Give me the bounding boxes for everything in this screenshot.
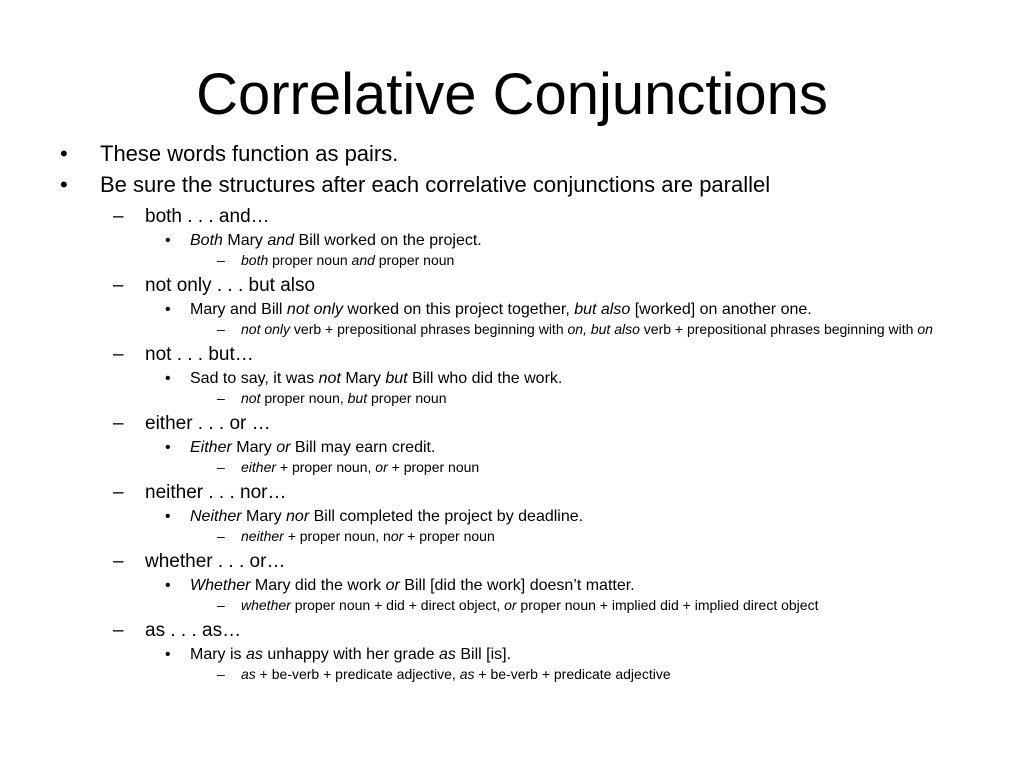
intro-text: These words function as pairs. xyxy=(100,141,399,166)
text-segment: Bill who did the work. xyxy=(407,370,563,387)
bullet-marker: – xyxy=(113,620,124,641)
bullet-marker: – xyxy=(217,390,225,406)
text-segment: Bill worked on the project. xyxy=(294,232,482,249)
conjunction-word: Neither xyxy=(190,508,242,525)
pair-heading xyxy=(0,203,1024,230)
conjunction-word: not xyxy=(318,370,341,387)
example-sentence xyxy=(0,506,1024,528)
bullet-marker: • xyxy=(60,141,68,166)
pair-heading xyxy=(0,341,1024,368)
bullet-marker: • xyxy=(165,508,171,525)
conjunction-word: as xyxy=(439,646,456,663)
conjunction-word: but xyxy=(347,390,368,406)
example-sentence xyxy=(0,644,1024,666)
bullet-marker: – xyxy=(217,321,225,337)
conjunction-word: and xyxy=(267,232,295,249)
structure-pattern xyxy=(0,597,961,614)
bullet-marker: – xyxy=(113,482,124,503)
structure-pattern xyxy=(0,321,961,338)
intro-text: Be sure the structures after each correlative conjunctions are parallel xyxy=(100,172,771,197)
pair-heading-text: both . . . and… xyxy=(145,206,270,227)
text-segment: + proper noun, n xyxy=(283,528,391,544)
text-segment: + proper noun xyxy=(403,528,495,544)
bullet-marker: • xyxy=(165,370,171,387)
pair-heading xyxy=(0,272,1024,299)
text-segment: proper noun + implied did + implied direct object xyxy=(516,597,819,613)
conjunction-word: Both xyxy=(190,232,223,249)
bullet-marker: • xyxy=(165,301,171,318)
text-segment: Bill [did the work] doesn’t matter. xyxy=(399,577,635,594)
intro-bullet xyxy=(0,138,1024,169)
text-segment: + proper noun xyxy=(387,459,480,475)
example-sentence xyxy=(0,575,1024,597)
example-sentence xyxy=(0,437,1024,459)
structure-pattern xyxy=(0,390,961,407)
conjunction-word: Whether xyxy=(190,577,251,594)
text-segment: proper noun xyxy=(268,252,352,268)
conjunction-word: but also xyxy=(574,301,631,318)
conjunction-word: or xyxy=(504,597,517,613)
text-segment: Mary xyxy=(340,370,386,387)
conjunction-word: either xyxy=(241,459,277,475)
conjunction-word: or xyxy=(385,577,400,594)
text-segment: Mary is xyxy=(190,646,246,663)
conjunction-word: not only xyxy=(286,301,343,318)
conjunction-word: whether xyxy=(241,597,291,613)
conjunction-word: both xyxy=(241,252,269,268)
text-segment: Mary xyxy=(241,508,287,525)
pair-heading xyxy=(0,410,1024,437)
conjunction-word: Either xyxy=(190,439,232,456)
bullet-marker: – xyxy=(113,413,124,434)
example-sentence xyxy=(0,368,1024,390)
bullet-marker: – xyxy=(217,528,225,544)
conjunction-word: as xyxy=(246,646,263,663)
conjunction-word: not xyxy=(241,390,261,406)
pair-heading-text: whether . . . or… xyxy=(145,551,286,572)
text-segment: Mary xyxy=(222,232,268,249)
text-segment: Mary and Bill xyxy=(190,301,287,318)
conjunction-word: but xyxy=(385,370,408,387)
pair-heading xyxy=(0,479,1024,506)
conjunction-word: nor xyxy=(286,508,310,525)
bullet-marker: – xyxy=(217,597,225,613)
text-segment: verb + prepositional phrases beginning with xyxy=(290,321,568,337)
pair-heading xyxy=(0,548,1024,575)
text-segment: Bill may earn credit. xyxy=(290,439,436,456)
example-sentence xyxy=(0,299,1024,321)
text-segment: verb + prepositional phrases beginning with xyxy=(639,321,918,337)
structure-pattern xyxy=(0,666,961,683)
pair-heading-text: neither . . . nor… xyxy=(145,482,287,503)
bullet-marker: – xyxy=(217,459,225,475)
pair-heading xyxy=(0,617,1024,644)
conjunction-word: neither xyxy=(241,528,284,544)
pair-heading-text: as . . . as… xyxy=(145,620,242,641)
pair-heading-text: not only . . . but also xyxy=(145,275,316,296)
text-segment: Sad to say, it was xyxy=(190,370,319,387)
example-sentence xyxy=(0,230,1024,252)
conjunction-word: or xyxy=(375,459,388,475)
bullet-marker: – xyxy=(217,252,225,268)
text-segment: [worked] on another one. xyxy=(630,301,812,318)
text-segment: Mary did the work xyxy=(250,577,386,594)
conjunction-word: as xyxy=(241,666,256,682)
pair-heading-text: not . . . but… xyxy=(145,344,254,365)
text-segment: unhappy with her grade xyxy=(262,646,440,663)
slide-body xyxy=(0,138,1024,686)
bullet-marker: • xyxy=(60,172,68,197)
conjunction-word: or xyxy=(276,439,291,456)
text-segment: + proper noun, xyxy=(276,459,376,475)
text-segment: proper noun, xyxy=(260,390,348,406)
conjunction-word: on, but also xyxy=(567,321,640,337)
text-segment: Mary xyxy=(231,439,277,456)
conjunction-pairs-list xyxy=(0,203,1024,683)
structure-pattern xyxy=(0,252,961,269)
text-segment: + be-verb + predicate adjective, xyxy=(255,666,460,682)
bullet-marker: – xyxy=(113,551,124,572)
bullet-marker: – xyxy=(113,344,124,365)
conjunction-word: as xyxy=(459,666,475,682)
bullet-marker: – xyxy=(217,666,225,682)
bullet-marker: – xyxy=(113,206,124,227)
text-segment: proper noun xyxy=(374,252,455,268)
structure-pattern xyxy=(0,528,961,545)
bullet-marker: – xyxy=(113,275,124,296)
conjunction-word: not only xyxy=(241,321,291,337)
structure-pattern xyxy=(0,459,961,476)
bullet-marker: • xyxy=(165,577,171,594)
text-segment: worked on this project together, xyxy=(342,301,575,318)
text-segment: proper noun + did + direct object, xyxy=(290,597,505,613)
text-segment: Bill [is]. xyxy=(455,646,512,663)
bullet-marker: • xyxy=(165,646,171,663)
conjunction-word: on xyxy=(917,321,933,337)
conjunction-word: or xyxy=(390,528,404,544)
text-segment: proper noun xyxy=(367,390,447,406)
conjunction-word: and xyxy=(351,252,375,268)
bullet-marker: • xyxy=(165,232,171,249)
bullet-marker: • xyxy=(165,439,171,456)
text-segment: Bill completed the project by deadline. xyxy=(309,508,584,525)
intro-bullet xyxy=(0,169,1024,200)
slide-title: Correlative Conjunctions xyxy=(196,62,828,127)
text-segment: + be-verb + predicate adjective xyxy=(474,666,671,682)
pair-heading-text: either . . . or … xyxy=(145,413,271,434)
